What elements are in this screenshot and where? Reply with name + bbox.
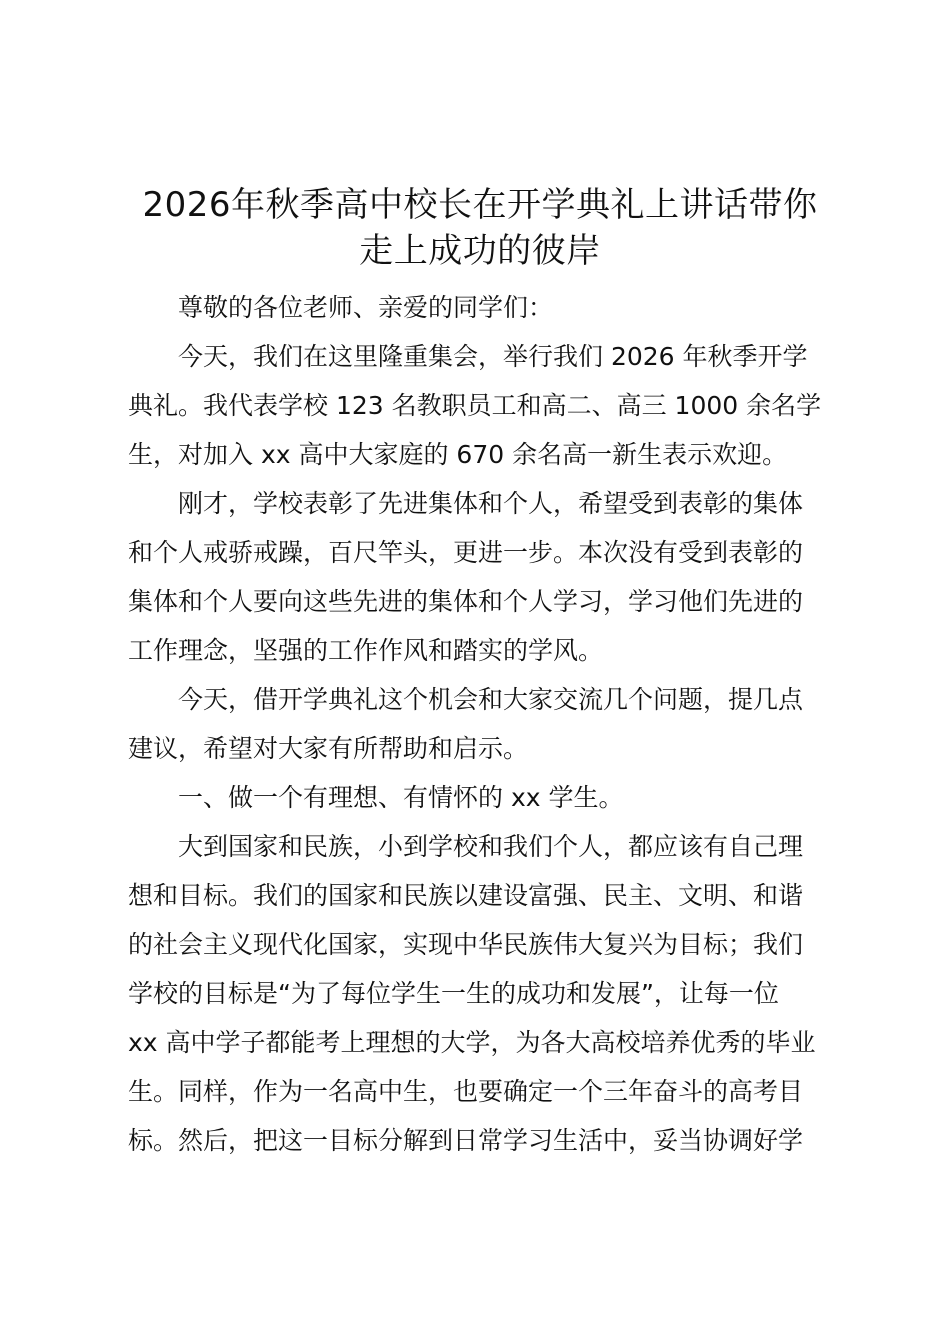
document-body <box>128 283 832 1165</box>
text-line: 集体和个人要向这些先进的集体和个人学习，学习他们先进的 <box>128 587 804 616</box>
paragraph-salutation <box>128 283 832 332</box>
text-line: 学校的目标是“为了每位学生一生的成功和发展”，让每一位 <box>128 979 779 1008</box>
text-line: 标。然后，把这一目标分解到日常学习生活中，妥当协调好学 <box>128 1126 804 1155</box>
text-line: 刚才，学校表彰了先进集体和个人，希望受到表彰的集体 <box>178 489 804 518</box>
text-line: 想和目标。我们的国家和民族以建设富强、民主、文明、和谐 <box>128 881 804 910</box>
text-line: 今天，我们在这里隆重集会，举行我们 2026 年秋季开学 <box>178 342 808 371</box>
text-line: 生。同样，作为一名高中生，也要确定一个三年奋斗的高考目 <box>128 1077 804 1106</box>
text-line: 一、做一个有理想、有情怀的 xx 学生。 <box>178 783 624 812</box>
text-line: 和个人戒骄戒躁，百尺竿头，更进一步。本次没有受到表彰的 <box>128 538 804 567</box>
paragraph-ideals <box>128 822 832 1165</box>
text-line: 工作理念，坚强的工作作风和踏实的学风。 <box>128 636 604 665</box>
paragraph-commendation <box>128 479 832 675</box>
document-title <box>110 182 850 274</box>
text-line: 尊敬的各位老师、亲爱的同学们： <box>178 293 554 322</box>
section-heading-1 <box>128 773 832 822</box>
paragraph-suggestions <box>128 675 832 773</box>
text-line: 建议，希望对大家有所帮助和启示。 <box>128 734 529 763</box>
text-line: 今天，借开学典礼这个机会和大家交流几个问题，提几点 <box>178 685 804 714</box>
title-line-1: 2026年秋季高中校长在开学典礼上讲话带你 <box>142 185 818 225</box>
text-line: 生，对加入 xx 高中大家庭的 670 余名高一新生表示欢迎。 <box>128 440 788 469</box>
title-line-2: 走上成功的彼岸 <box>359 231 601 271</box>
text-line: 大到国家和民族，小到学校和我们个人，都应该有自己理 <box>178 832 804 861</box>
text-line: 的社会主义现代化国家，实现中华民族伟大复兴为目标；我们 <box>128 930 804 959</box>
text-line: xx 高中学子都能考上理想的大学，为各大高校培养优秀的毕业 <box>128 1028 816 1057</box>
paragraph-opening <box>128 332 832 479</box>
text-line: 典礼。我代表学校 123 名教职员工和高二、高三 1000 余名学 <box>128 391 822 420</box>
